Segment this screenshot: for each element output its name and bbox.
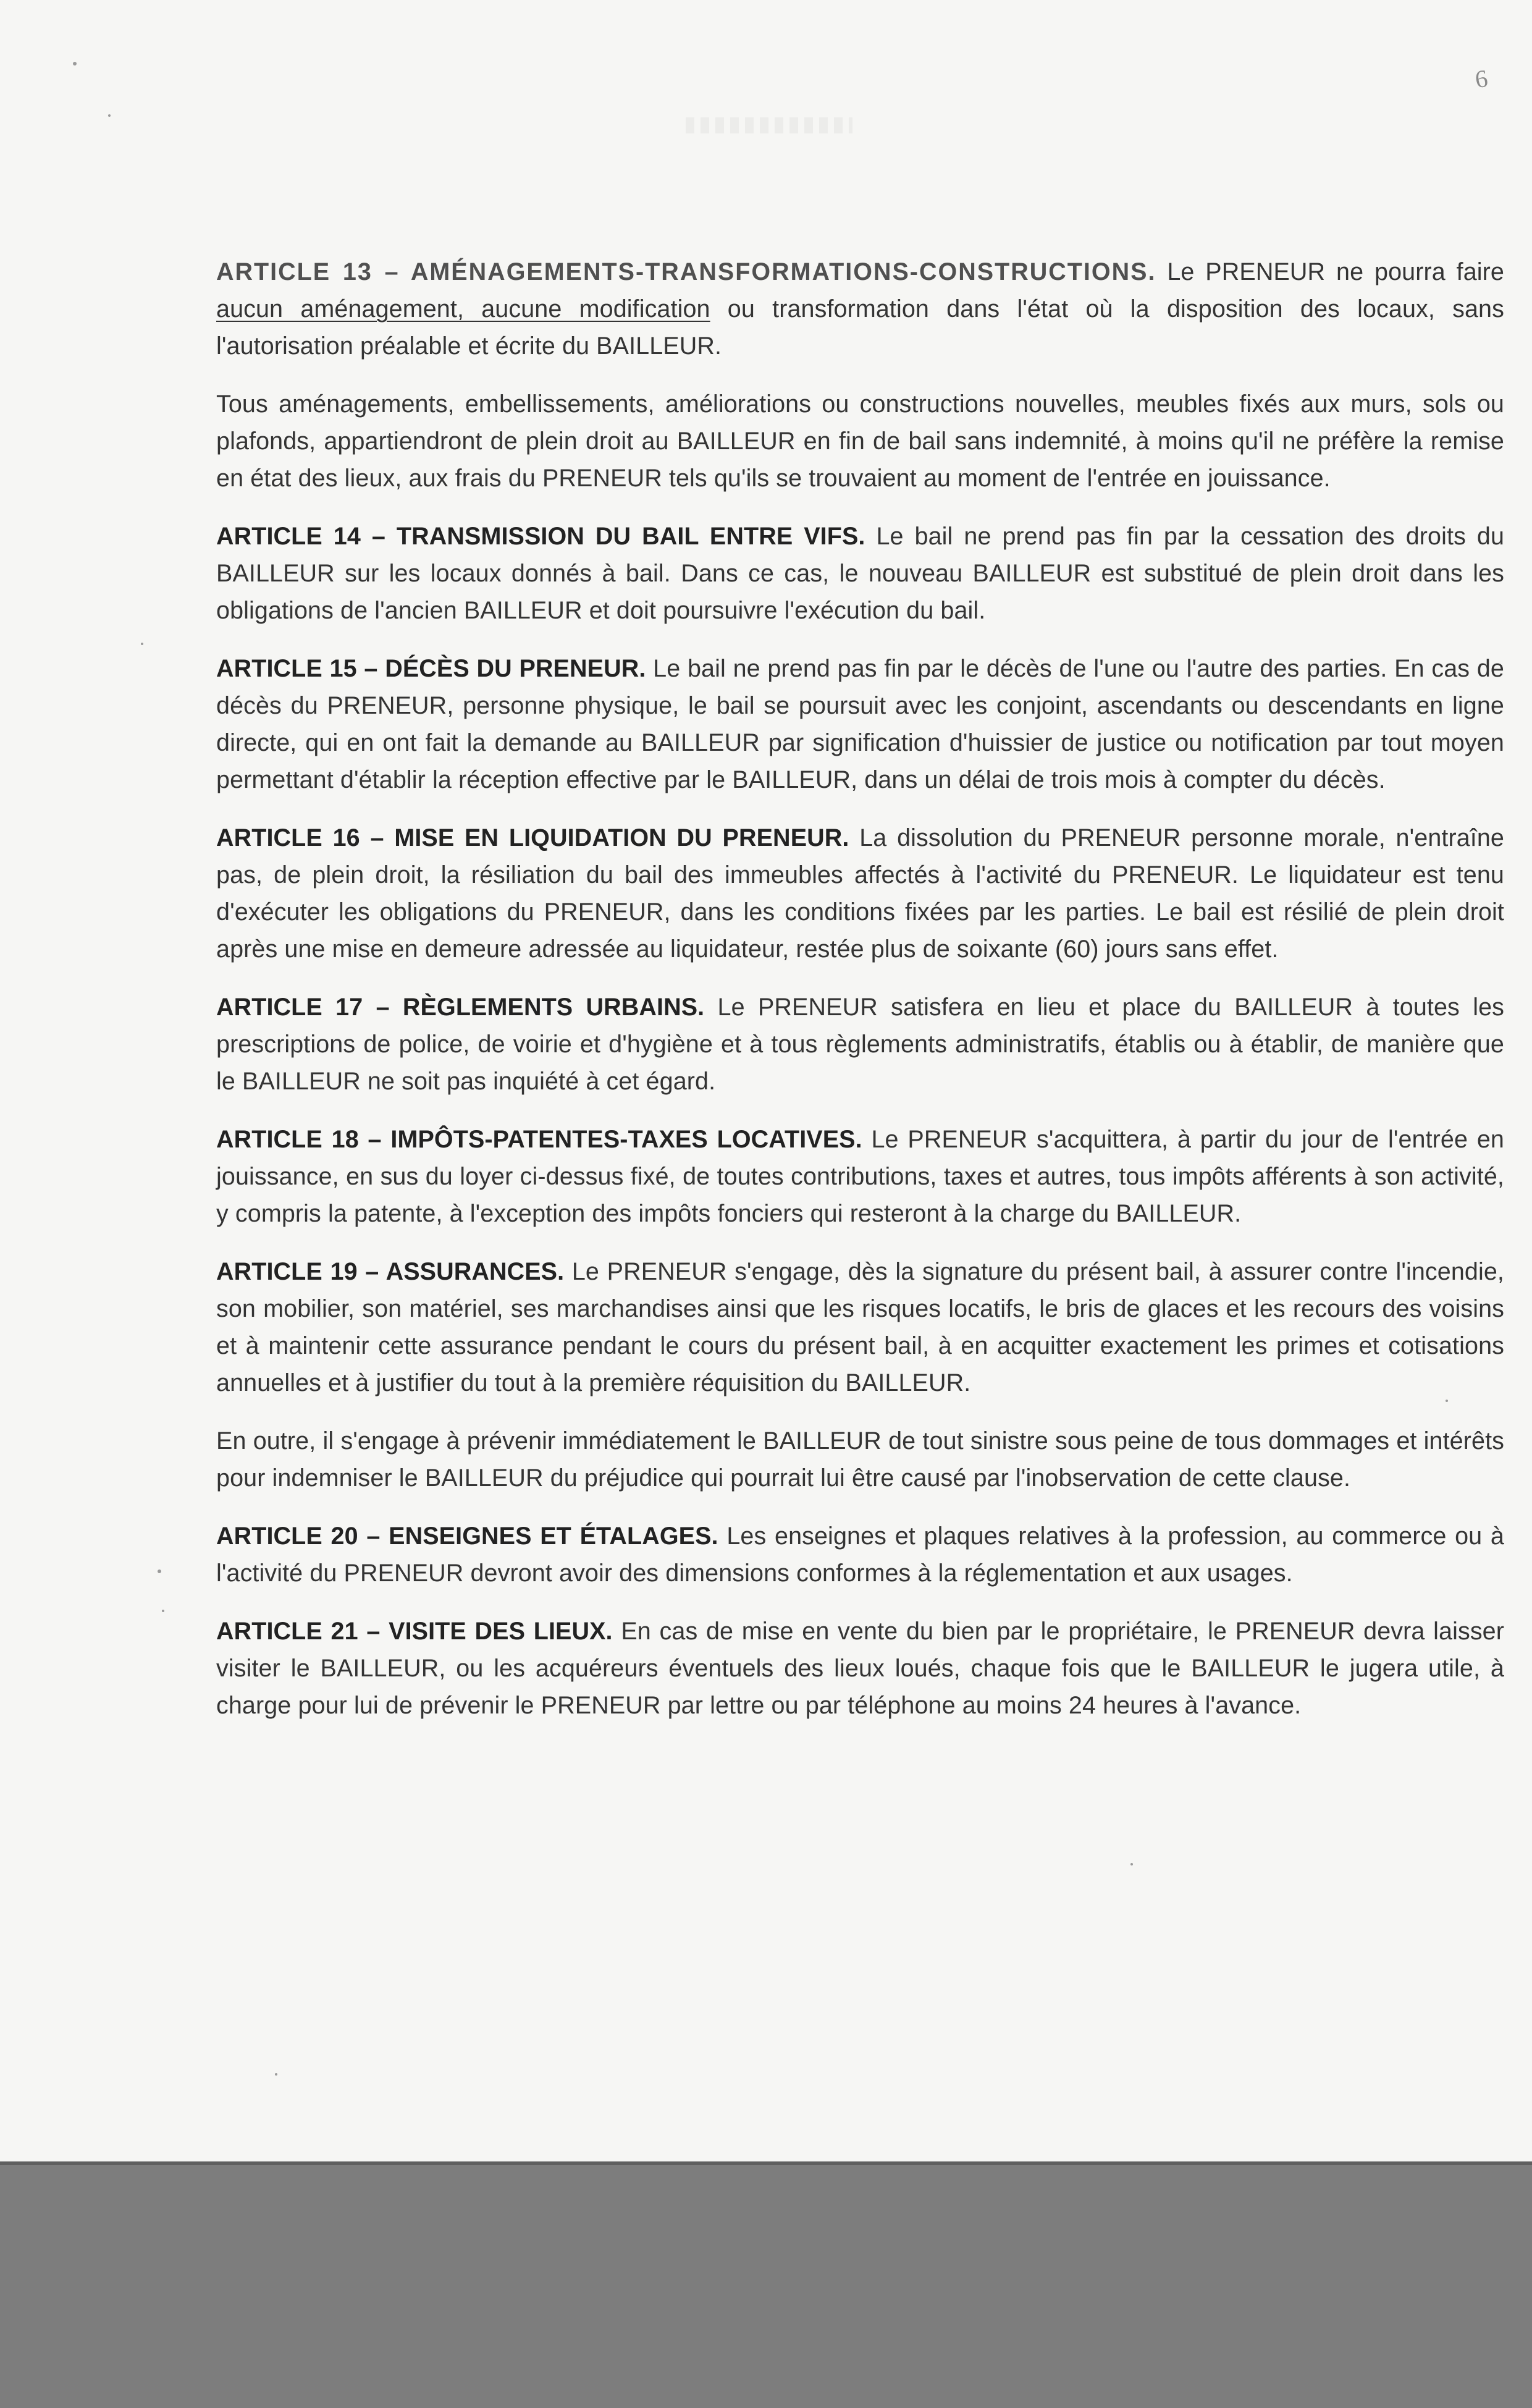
page-number: 6 bbox=[1473, 64, 1490, 94]
article-16-text: La dissolution du PRENEUR personne morale, n'entraîne pas, de plein droit, la résiliation du bail des immeubles affectés à l'activité du PRENEUR. Le liquidateur est tenu d'exécuter les obligations du PRENEUR, dans les conditions fixées par les parties. Le bail est résilié de plein droit après une mise en demeure adressée au liquidateur, restée plus de soixante (60) jours sans effet. bbox=[216, 824, 1504, 963]
article-21-text: En cas de mise en vente du bien par le propriétaire, le PRENEUR devra laisser visiter le BAILLEUR, ou les acquéreurs éventuels des lieux loués, chaque fois que le BAILLEUR le jugera utile, à charge pour lui de prévenir le PRENEUR par lettre ou par téléphone au moins 24 heures à l'avance. bbox=[216, 1618, 1504, 1719]
lease-articles bbox=[216, 253, 1504, 1745]
article-19-text: Le PRENEUR s'engage, dès la signature du présent bail, à assurer contre l'incendie, son mobilier, son matériel, ses marchandises ainsi que les risques locatifs, le bris de glaces et les recours des voisins et à maintenir cette assurance pendant le cours du présent bail, à en acquitter exactement les primes et cotisations annuelles et à justifier du tout à la première réquisition du BAILLEUR. bbox=[216, 1258, 1504, 1396]
scan-speck bbox=[141, 643, 143, 645]
article-14 bbox=[216, 518, 1504, 629]
scan-speck bbox=[73, 62, 77, 65]
article-17-text: Le PRENEUR satisfera en lieu et place du BAILLEUR à toutes les prescriptions de police, de voirie et d'hygiène et à tous règlements administratifs, établis ou à établir, de manière que le BAILLEUR ne soit pas inquiété à cet égard. bbox=[216, 994, 1504, 1095]
paper-bottom-edge bbox=[0, 2161, 1532, 2165]
scan-speck bbox=[275, 2073, 277, 2076]
article-18-heading: ARTICLE 18 – IMPÔTS-PATENTES-TAXES LOCATIVES. bbox=[216, 1126, 862, 1153]
article-19-heading: ARTICLE 19 – ASSURANCES. bbox=[216, 1258, 565, 1285]
article-18 bbox=[216, 1121, 1504, 1232]
article-16-heading: ARTICLE 16 – MISE EN LIQUIDATION DU PRENEUR. bbox=[216, 824, 849, 851]
article-15-heading: ARTICLE 15 – DÉCÈS DU PRENEUR. bbox=[216, 655, 646, 682]
article-18-text: Le PRENEUR s'acquittera, à partir du jour de l'entrée en jouissance, en sus du loyer ci-dessus fixé, de toutes contributions, taxes et autres, tous impôts afférents à son activité, y compris la patente, à l'exception des impôts fonciers qui resteront à la charge du BAILLEUR. bbox=[216, 1126, 1504, 1227]
article-14-text: Le bail ne prend pas fin par la cessation des droits du BAILLEUR sur les locaux donnés à bail. Dans ce cas, le nouveau BAILLEUR est substitué de plein droit dans les obligations de l'ancien BAILLEUR et doit poursuivre l'exécution du bail. bbox=[216, 523, 1505, 624]
scan-speck bbox=[158, 1569, 161, 1573]
article-13-underlined-text: aucun aménagement, aucune modification bbox=[216, 295, 710, 323]
article-15 bbox=[216, 650, 1504, 798]
scan-speck bbox=[162, 1610, 164, 1612]
article-13-text-b: ou transformation dans l'état où la disposition des locaux, sans l'autorisation préalable et écrite du BAILLEUR. bbox=[216, 295, 1504, 360]
article-17 bbox=[216, 989, 1504, 1100]
article-13-paragraph-2: Tous aménagements, embellissements, améliorations ou constructions nouvelles, meubles fixés aux murs, sols ou plafonds, appartiendront de plein droit au BAILLEUR en fin de bail sans indemnité, à moins qu'il ne préfère la remise en état des lieux, aux frais du PRENEUR tels qu'ils se trouvaient au moment de l'entrée en jouissance. bbox=[216, 391, 1504, 492]
article-16 bbox=[216, 819, 1504, 968]
article-20 bbox=[216, 1518, 1504, 1592]
article-14-heading: ARTICLE 14 – TRANSMISSION DU BAIL ENTRE VIFS. bbox=[216, 523, 865, 550]
scan-speck bbox=[108, 114, 111, 117]
article-17-heading: ARTICLE 17 – RÈGLEMENTS URBAINS. bbox=[216, 994, 705, 1021]
article-13-text-a: Le PRENEUR ne pourra faire bbox=[1156, 258, 1504, 285]
scan-speck bbox=[1130, 1863, 1133, 1865]
article-20-heading: ARTICLE 20 – ENSEIGNES ET ÉTALAGES. bbox=[216, 1523, 718, 1550]
article-13-heading: ARTICLE 13 – AMÉNAGEMENTS-TRANSFORMATIONS-CONSTRUCTIONS. bbox=[216, 258, 1156, 285]
article-21 bbox=[216, 1613, 1504, 1724]
article-13 bbox=[216, 253, 1504, 365]
article-19-paragraph-2: En outre, il s'engage à prévenir immédiatement le BAILLEUR de tout sinistre sous peine de tous dommages et intérêts pour indemniser le BAILLEUR du préjudice qui pourrait lui être causé par l'inobservation de cette clause. bbox=[216, 1427, 1504, 1492]
article-19 bbox=[216, 1253, 1504, 1401]
faint-stamp-mark bbox=[686, 117, 852, 133]
article-21-heading: ARTICLE 21 – VISITE DES LIEUX. bbox=[216, 1618, 613, 1645]
article-15-text: Le bail ne prend pas fin par le décès de l'une ou l'autre des parties. En cas de décès du PRENEUR, personne physique, le bail se poursuit avec les conjoint, ascendants ou descendants en ligne directe, qui en ont fait la demande au BAILLEUR par signification d'huissier de justice ou notification par tout moyen permettant d'établir la réception effective par le BAILLEUR, dans un délai de trois mois à compter du décès. bbox=[216, 655, 1505, 793]
article-20-text: Les enseignes et plaques relatives à la profession, au commerce ou à l'activité du PRENEUR devront avoir des dimensions conformes à la réglementation et aux usages. bbox=[216, 1523, 1505, 1587]
